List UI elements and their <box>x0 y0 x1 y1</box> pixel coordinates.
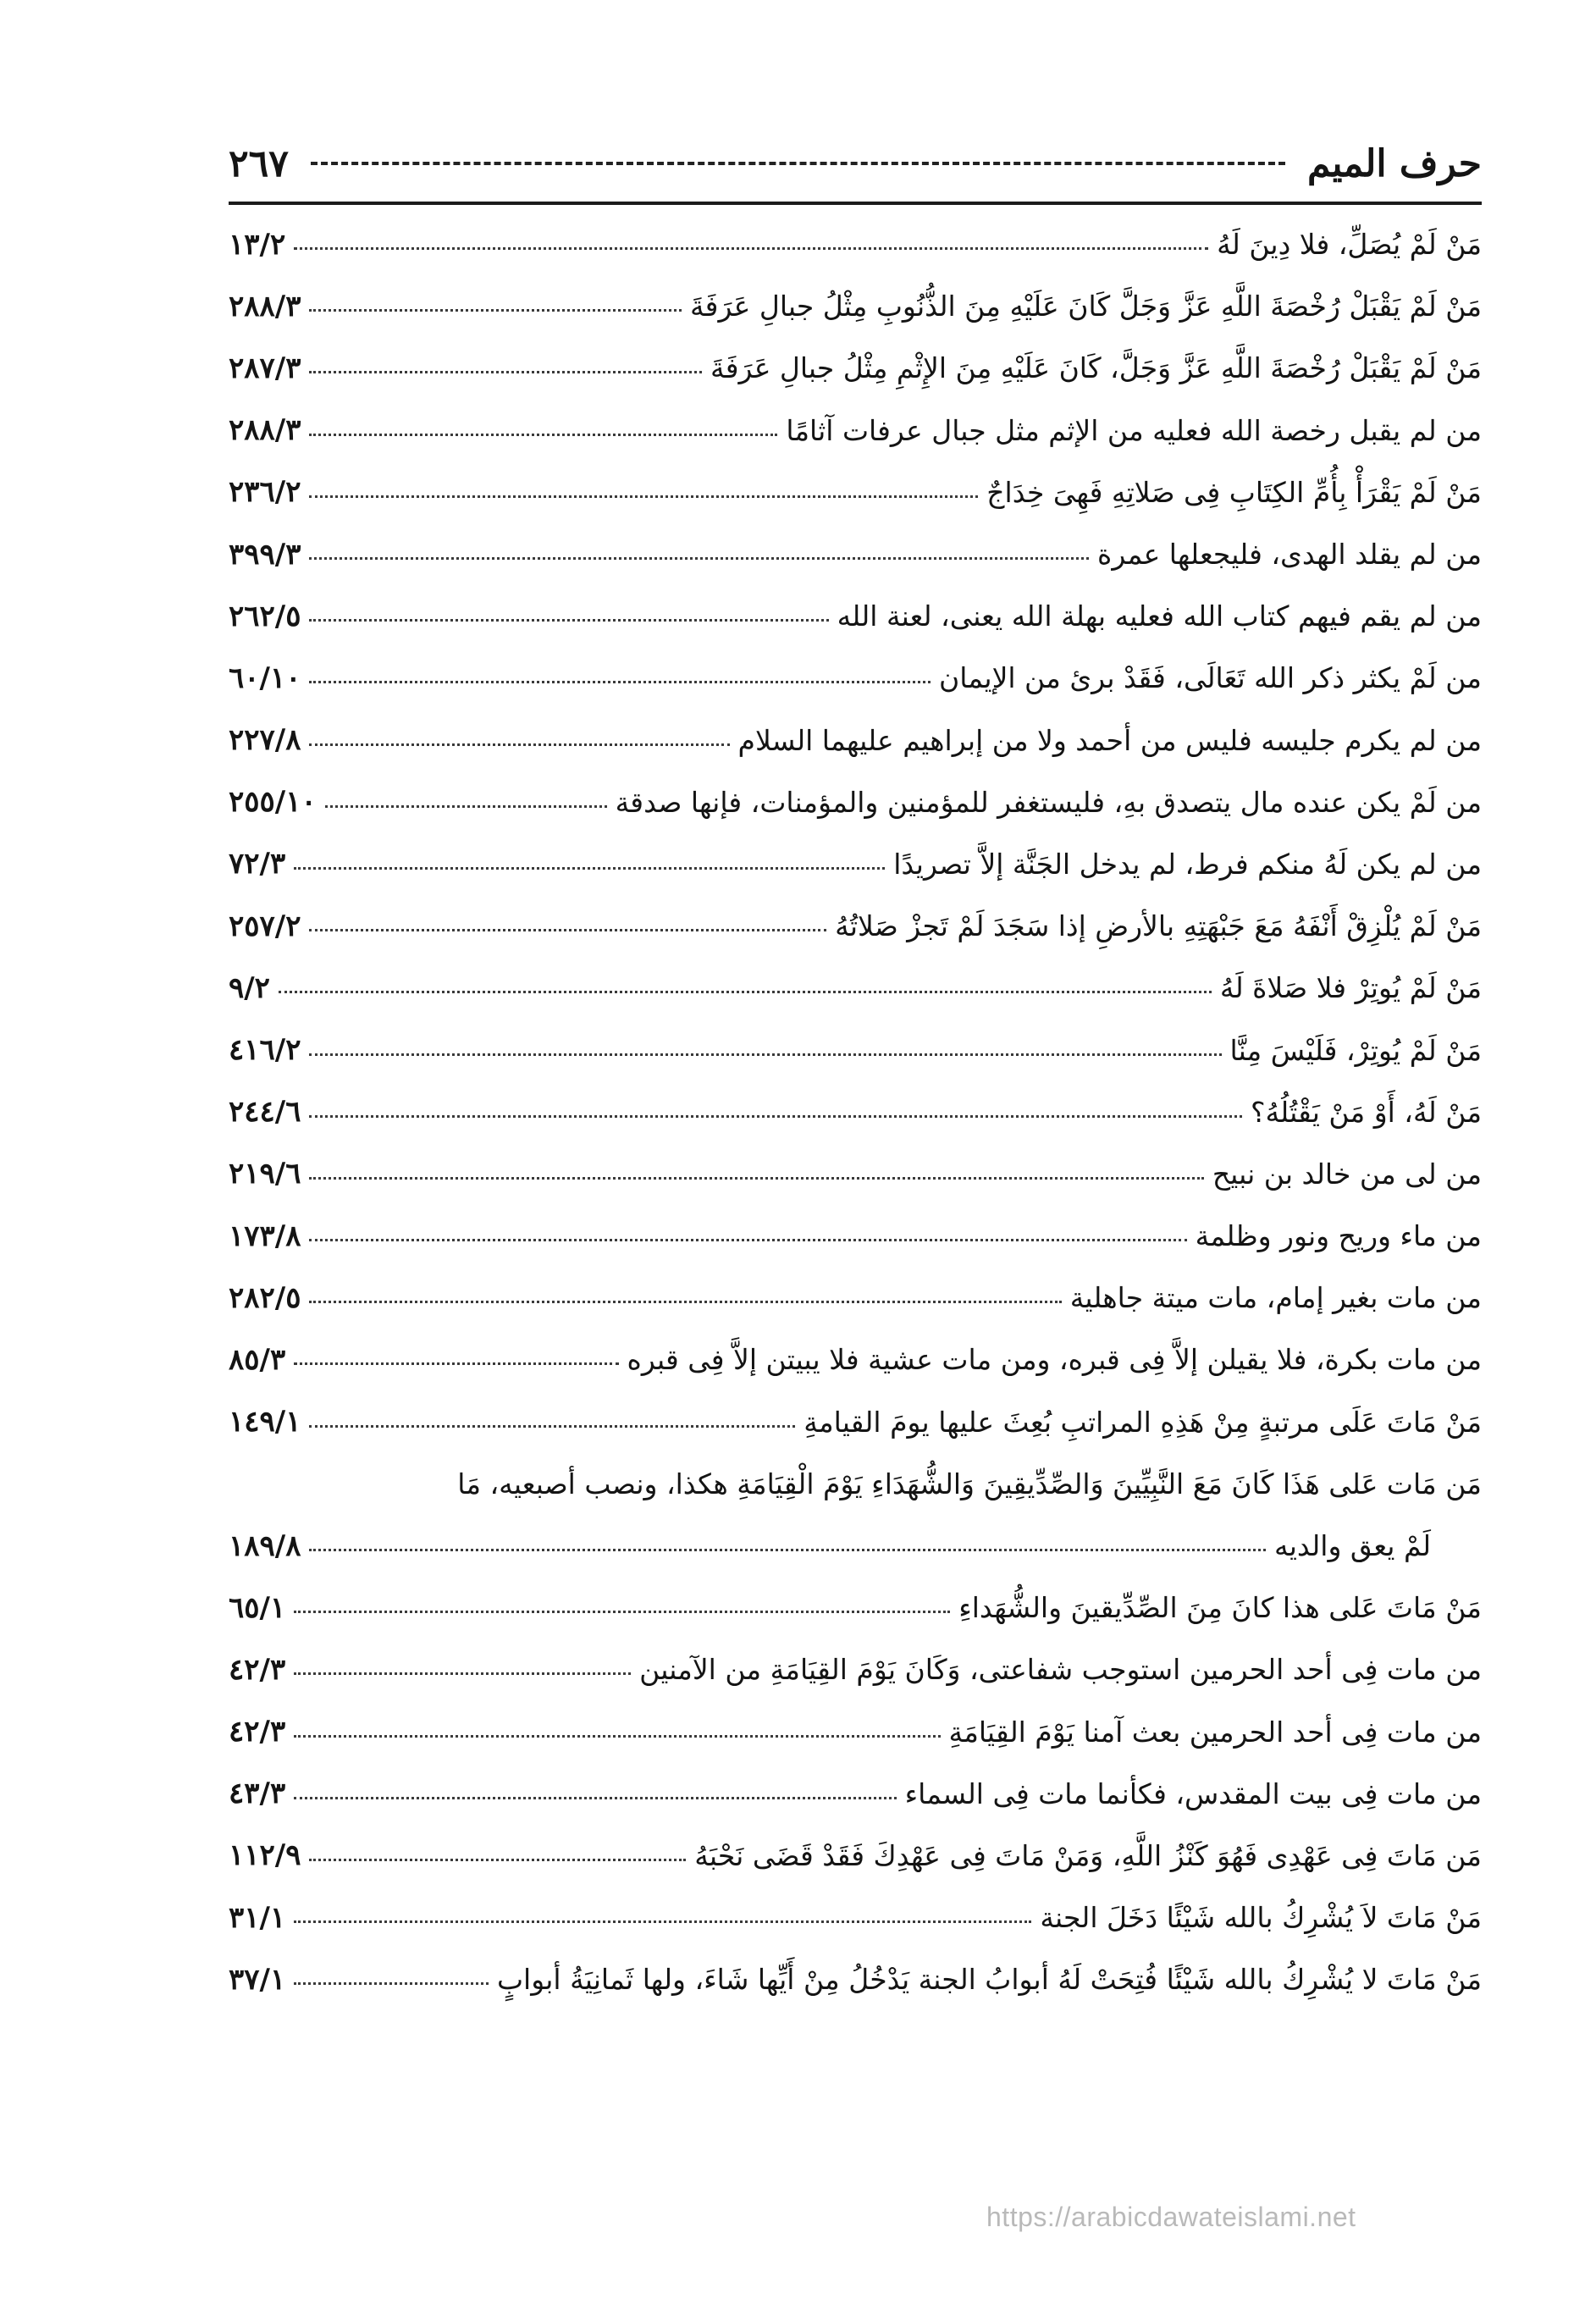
dot-leader <box>309 1115 1242 1118</box>
page-number: ٢٦٧ <box>229 141 289 185</box>
index-entry <box>229 647 1482 709</box>
entry-reference: ١١٢/٩ <box>229 1838 301 1873</box>
dot-leader <box>294 1920 1031 1923</box>
dot-leader <box>309 1549 1266 1551</box>
entry-text: مَنْ لَمْ يُوتِرْ، فَلَيْسَ مِنَّا <box>1229 1033 1482 1067</box>
index-entry <box>229 1081 1482 1143</box>
entry-text: مَنْ مَاتَ عَلى هذا كانَ مِنَ الصِّدِّيقينَ والشُّهَداءِ <box>958 1591 1482 1625</box>
dot-leader <box>294 1797 896 1799</box>
entry-text: من ماء وريح ونور وظلمة <box>1195 1219 1482 1253</box>
entry-text: من لم يكن لَهُ منكم فرط، لم يدخل الجَنَّة إلاَّ تصريدًا <box>893 847 1482 881</box>
entry-text: لَمْ يعق والديه <box>1274 1529 1431 1563</box>
entry-reference: ٢٦٢/٥ <box>229 599 301 633</box>
dot-leader <box>309 495 978 498</box>
entry-reference: ٢٤٤/٦ <box>229 1095 301 1130</box>
entry-text: من مات بكرة، فلا يقيلن إلاَّ فِى قبره، ومن مات عشية فلا يبيتن إلاَّ فِى قبره <box>627 1343 1482 1377</box>
index-entry <box>229 1825 1482 1887</box>
entry-text: مَنْ مَاتَ لا يُشْرِكُ بالله شَيْئًا فُتِحَتْ لَهُ أبوابُ الجنة يَدْخُلُ مِنْ أَيِّها شَاءَ، ولها ثَمانِيَةُ أبوابٍ <box>496 1963 1482 1997</box>
dot-leader <box>309 557 1089 560</box>
entry-text: من لَمْ يكثر ذكر الله تَعَالَى، فَقَدْ برئ من الإيمان <box>939 661 1482 695</box>
entry-reference: ٦٠/١٠ <box>229 660 301 695</box>
entry-text: مَنْ لَمْ يُصَلِّ، فلا دِينَ لَهُ <box>1217 228 1482 262</box>
index-entry <box>229 275 1482 337</box>
dot-leader <box>309 743 729 746</box>
dot-leader <box>309 1859 686 1861</box>
dot-leader <box>279 991 1212 993</box>
index-entry <box>229 1143 1482 1205</box>
dot-leader <box>294 1672 631 1675</box>
index-entry <box>229 771 1482 833</box>
entry-text: من لى من خالد بن نبيح <box>1212 1157 1482 1191</box>
entry-text: مَنْ لَهُ، أَوْ مَنْ يَقْتُلُهُ؟ <box>1250 1095 1482 1129</box>
dot-leader <box>309 1425 795 1428</box>
page-header <box>229 125 1482 205</box>
index-entry <box>229 1205 1482 1267</box>
index-entry <box>229 1515 1482 1577</box>
index-entry <box>229 710 1482 771</box>
entry-reference: ٢٨٢/٥ <box>229 1280 301 1315</box>
index-entry <box>229 337 1482 399</box>
entry-reference: ١٨٩/٨ <box>229 1528 301 1563</box>
header-dash-rule <box>311 162 1285 165</box>
index-entry <box>229 1391 1482 1453</box>
dot-leader <box>294 1735 940 1738</box>
dot-leader <box>309 929 826 931</box>
index-entry <box>229 1639 1482 1700</box>
watermark-url: https://arabicdawateislami.net <box>986 2202 1356 2232</box>
index-entry <box>229 1948 1482 2010</box>
entry-reference: ٤٣/٣ <box>229 1777 286 1811</box>
entry-reference: ٢٣٦/٢ <box>229 475 301 510</box>
entry-reference: ٨٥/٣ <box>229 1342 286 1377</box>
entry-text: من لم يقلد الهدى، فليجعلها عمرة <box>1097 538 1482 572</box>
entry-text: مَنْ لَمْ يُلْزِقْ أَنْفَهُ مَعَ جَبْهَتِهِ بالأرضِ إذا سَجَدَ لَمْ تَجزْ صَلاتُهُ <box>835 909 1482 943</box>
entry-text: مَنْ لَمْ يُوتِرْ فلا صَلاةَ لَهُ <box>1219 971 1482 1005</box>
index-entry <box>229 213 1482 275</box>
index-entry <box>229 1453 1482 1515</box>
entry-text: من مات بغير إمام، مات ميتة جاهلية <box>1069 1281 1482 1315</box>
index-entry <box>229 895 1482 957</box>
dot-leader <box>294 1362 618 1365</box>
entry-text: مَنْ مَاتَ لاَ يُشْرِكُ بالله شَيْئًا دَخَلَ الجنة <box>1040 1901 1482 1935</box>
entry-text: من لم يقبل رخصة الله فعليه من الإثم مثل جبال عرفات آثامًا <box>786 413 1482 447</box>
entry-reference: ٣٩٩/٣ <box>229 537 301 572</box>
dot-leader <box>309 1239 1186 1241</box>
dot-leader <box>294 1611 950 1613</box>
entry-text: من مات فِى أحد الحرمين استوجب شفاعتى، وَكَانَ يَوْمَ القِيَامَةِ من الآمنين <box>639 1653 1482 1687</box>
entry-text: مَنْ لَمْ يَقْرَأْ بِأُمِّ الكِتَابِ فِى صَلاتِهِ فَهِىَ خِدَاجٌ <box>986 475 1482 509</box>
entry-reference: ١٤٩/١ <box>229 1405 301 1440</box>
dot-leader <box>325 805 607 808</box>
index-entry <box>229 833 1482 895</box>
index-entry <box>229 1887 1482 1948</box>
dot-leader <box>294 867 885 870</box>
entry-reference: ٤١٦/٢ <box>229 1033 301 1068</box>
entry-reference: ٦٥/١ <box>229 1590 286 1625</box>
entry-reference: ٩/٢ <box>229 970 270 1005</box>
entry-text: من مات فِى بيت المقدس، فكأنما مات فِى السماء <box>904 1777 1482 1810</box>
entry-reference: ٢١٩/٦ <box>229 1157 301 1191</box>
index-entry <box>229 1329 1482 1390</box>
entry-reference: ١٧٣/٨ <box>229 1219 301 1253</box>
dot-leader <box>309 681 931 683</box>
entry-reference: ٢٥٧/٢ <box>229 909 301 943</box>
entry-reference: ٢٨٧/٣ <box>229 351 301 385</box>
dot-leader <box>309 619 828 622</box>
entry-reference: ٣١/١ <box>229 1900 286 1935</box>
dot-leader <box>309 309 682 312</box>
entry-reference: ٢٨٨/٣ <box>229 289 301 323</box>
entry-text: من لم يقم فيهم كتاب الله فعليه بهلة الله يعنى، لعنة الله <box>837 600 1482 633</box>
entry-text: من لَمْ يكن عنده مال يتصدق بهِ، فليستغفر للمؤمنين والمؤمنات، فإنها صدقة <box>615 785 1482 819</box>
entry-text: مَنْ لَمْ يَقْبَلْ رُخْصَةَ اللَّهِ عَزَّ وَجَلَّ كَانَ عَلَيْهِ مِنَ الذُّنُوبِ مِثْلُ جبالِ عَرَفَةَ <box>689 290 1482 323</box>
dot-leader <box>309 434 777 436</box>
entry-reference: ٣٧/١ <box>229 1962 286 1997</box>
dot-leader <box>294 1982 489 1985</box>
entry-text: مَنْ لَمْ يَقْبَلْ رُخْصَةَ اللَّهِ عَزَّ وَجَلَّ، كَانَ عَلَيْهِ مِنَ الإِثْمِ مِثْلُ جبالِ عَرَفَةَ <box>710 351 1482 385</box>
index-entry <box>229 1267 1482 1329</box>
index-entry <box>229 400 1482 461</box>
chapter-title: حرف الميم <box>1306 141 1482 185</box>
entry-reference: ٤٢/٣ <box>229 1715 286 1749</box>
index-entry <box>229 523 1482 585</box>
entry-reference: ٧٢/٣ <box>229 847 286 881</box>
entry-text: مَن مَاتَ فِى عَهْدِى فَهُوَ كَنْزُ اللَّهِ، وَمَنْ مَاتَ فِى عَهْدِكَ فَقَدْ قَضَى نَحْبَهُ <box>694 1838 1482 1872</box>
entry-reference: ٤٢/٣ <box>229 1652 286 1687</box>
index-entry <box>229 957 1482 1019</box>
entry-text: مَن مَات عَلى هَذَا كَانَ مَعَ النَّبِيِّينَ وَالصِّدِّيقِينَ وَالشُّهَدَاءِ يَوْمَ الْقِيَامَةِ هكذا، ونصب أصبعيه، مَا <box>457 1467 1482 1500</box>
entry-text: من مات فِى أحد الحرمين بعث آمنا يَوْمَ القِيَامَةِ <box>948 1715 1482 1749</box>
dot-leader <box>309 1053 1221 1056</box>
dot-leader <box>309 371 702 373</box>
index-entry <box>229 1577 1482 1639</box>
entry-text: من لم يكرم جليسه فليس من أحمد ولا من إبراهيم عليهما السلام <box>737 723 1482 757</box>
entry-reference: ٢٢٧/٨ <box>229 723 301 758</box>
dot-leader <box>309 1301 1061 1303</box>
dot-leader <box>309 1177 1203 1180</box>
index-entries-list <box>229 213 1482 2010</box>
entry-reference: ٢٨٨/٣ <box>229 413 301 448</box>
index-entry <box>229 585 1482 647</box>
entry-reference: ٢٥٥/١٠ <box>229 785 317 820</box>
index-entry <box>229 1701 1482 1763</box>
index-entry <box>229 461 1482 523</box>
dot-leader <box>294 247 1208 250</box>
entry-reference: ١٣/٢ <box>229 227 286 262</box>
entry-text: مَنْ مَاتَ عَلَى مرتبةٍ مِنْ هَذِهِ المراتبِ بُعِثَ عليها يومَ القيامةِ <box>804 1405 1482 1439</box>
index-entry <box>229 1019 1482 1080</box>
index-entry <box>229 1763 1482 1825</box>
